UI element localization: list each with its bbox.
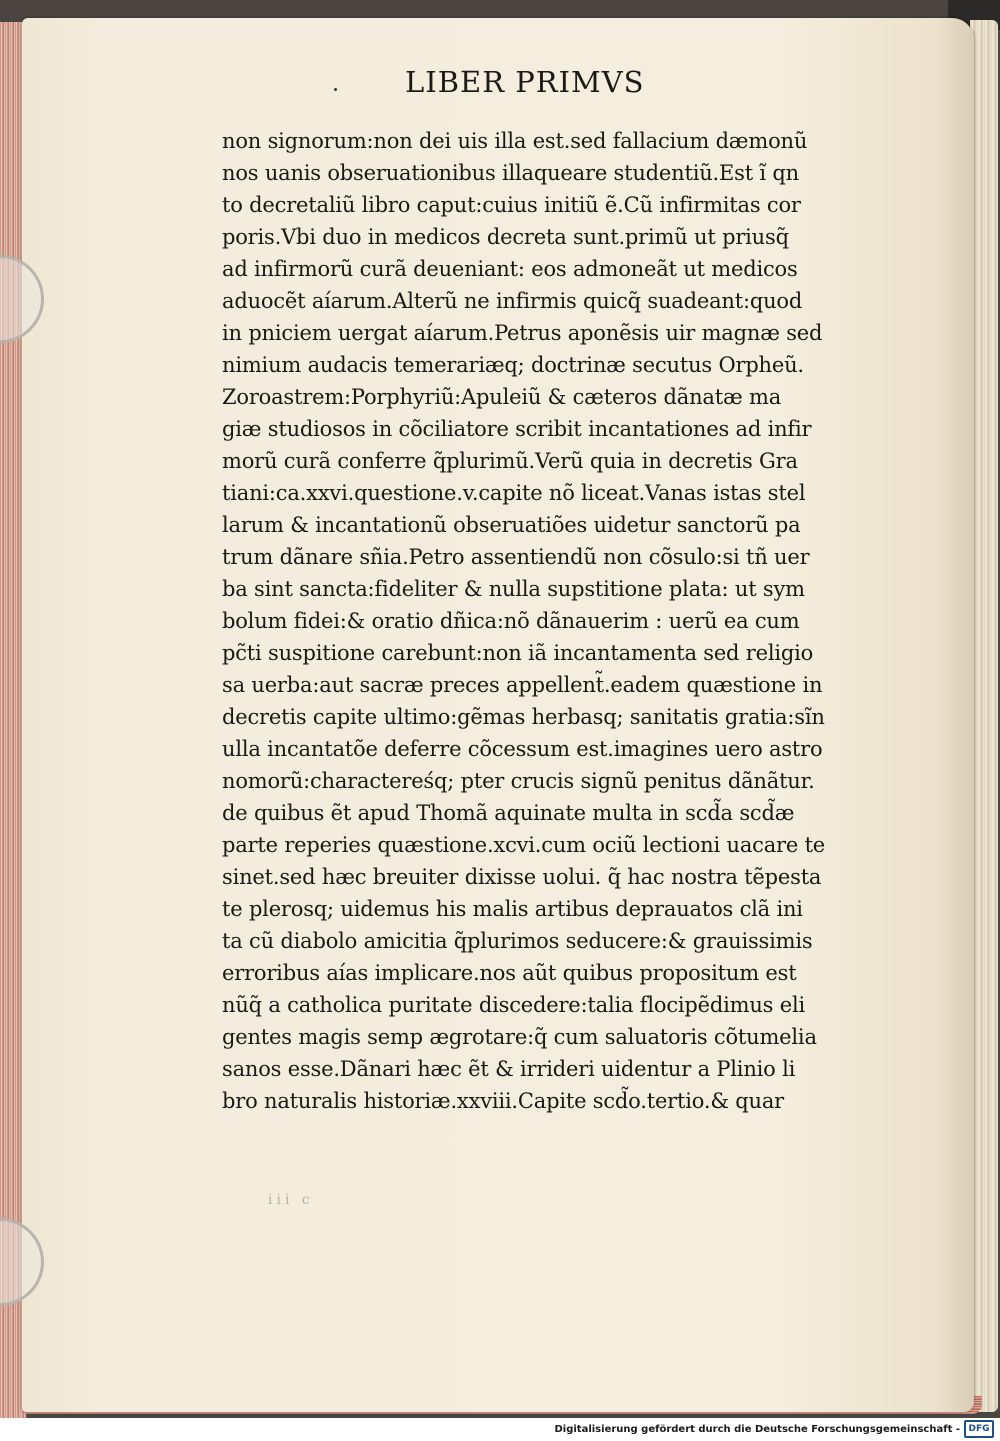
running-head: LIBER PRIMVS bbox=[405, 65, 645, 99]
signature-mark: iii c bbox=[268, 1192, 314, 1208]
text-line: Zoroastrem:Porphyriũ:Apuleiũ & cæteros dãnatæ ma bbox=[222, 385, 782, 409]
text-line: bro naturalis historiæ.xxviii.Capite scd̃o.tertio.& quar bbox=[222, 1089, 785, 1113]
text-line: pc̃ti suspitione carebunt:non iã incantamenta sed religio bbox=[222, 641, 814, 665]
text-line: de quibus ẽt apud Thomã aquinate multa in scd̃a scd̃æ bbox=[222, 801, 795, 825]
funding-credit: Digitalisierung gefördert durch die Deutsche Forschungsgemeinschaft - bbox=[554, 1424, 960, 1435]
text-line: morũ curã conferre q̃plurimũ.Verũ quia in decretis Gra bbox=[222, 449, 798, 473]
text-line: decretis capite ultimo:gẽmas herbasq; sanitatis gratia:sĩn bbox=[222, 705, 825, 729]
text-line: larum & incantationũ obseruatiões uidetur sanctorũ pa bbox=[222, 513, 801, 537]
footer-bar bbox=[0, 1418, 1000, 1441]
text-line: in pniciem uergat aíarum.Petrus aponẽsis uir magnæ sed bbox=[222, 321, 823, 345]
text-line: nimium audacis temerariæq; doctrinæ secutus Orpheũ. bbox=[222, 353, 804, 377]
text-line: ta cũ diabolo amicitia q̃plurimos seducere:& grauissimis bbox=[222, 929, 813, 953]
text-line: sanos esse.Dãnari hæc ẽt & irrideri uidentur a Plinio li bbox=[222, 1057, 796, 1081]
text-line: giæ studiosos in cõciliatore scribit incantationes ad infir bbox=[222, 417, 812, 441]
text-line: bolum fidei:& oratio dñica:nõ dãnauerim : uerũ ea cum bbox=[222, 609, 800, 633]
text-line: nomorũ:charactereśq; pter crucis signũ penitus dãnãtur. bbox=[222, 769, 815, 793]
text-line: ba sint sancta:fideliter & nulla supstitione plata: ut sym bbox=[222, 577, 805, 601]
text-line: to decretaliũ libro caput:cuius initiũ ẽ.Cũ infirmitas cor bbox=[222, 193, 801, 217]
text-block bbox=[222, 125, 872, 1117]
text-line: aduocẽt aíarum.Alterũ ne infirmis quicq̃ suadeant:quod bbox=[222, 289, 803, 313]
text-line: gentes magis semp ægrotare:q̃ cum saluatoris cõtumelia bbox=[222, 1025, 817, 1049]
dfg-logo-icon: DFG bbox=[964, 1420, 994, 1438]
text-line: ad infirmorũ curã deueniant: eos admoneãt ut medicos bbox=[222, 257, 798, 281]
text-line: erroribus aías implicare.nos aũt quibus propositum est bbox=[222, 961, 797, 985]
text-line: parte reperies quæstione.xcvi.cum ociũ lectioni uacare te bbox=[222, 833, 826, 857]
text-line: poris.Vbi duo in medicos decreta sunt.primũ ut priusq̃ bbox=[222, 225, 789, 249]
text-line: non signorum:non dei uis illa est.sed fallacium dæmonũ bbox=[222, 129, 808, 153]
text-line: sa uerba:aut sacræ preces appellent̃.eadem quæstione in bbox=[222, 673, 823, 697]
text-line: te plerosq; uidemus his malis artibus deprauatos clã ini bbox=[222, 897, 803, 921]
text-line: sinet.sed hæc breuiter dixisse uolui. q̃ hac nostra tẽpesta bbox=[222, 865, 822, 889]
text-line: tiani:ca.xxvi.questione.v.capite nõ liceat.Vanas istas stel bbox=[222, 481, 806, 505]
text-line: nos uanis obseruationibus illaqueare studentiũ.Est ĩ qn bbox=[222, 161, 799, 185]
text-line: trum dãnare sñia.Petro assentiendũ non cõsulo:si tñ uer bbox=[222, 545, 810, 569]
fore-edge bbox=[970, 20, 998, 1412]
ink-dot bbox=[334, 88, 337, 91]
text-line: nũq̃ a catholica puritate discedere:talia flocipẽdimus eli bbox=[222, 993, 805, 1017]
text-line: ulla incantatõe deferre cõcessum est.imagines uero astro bbox=[222, 737, 823, 761]
